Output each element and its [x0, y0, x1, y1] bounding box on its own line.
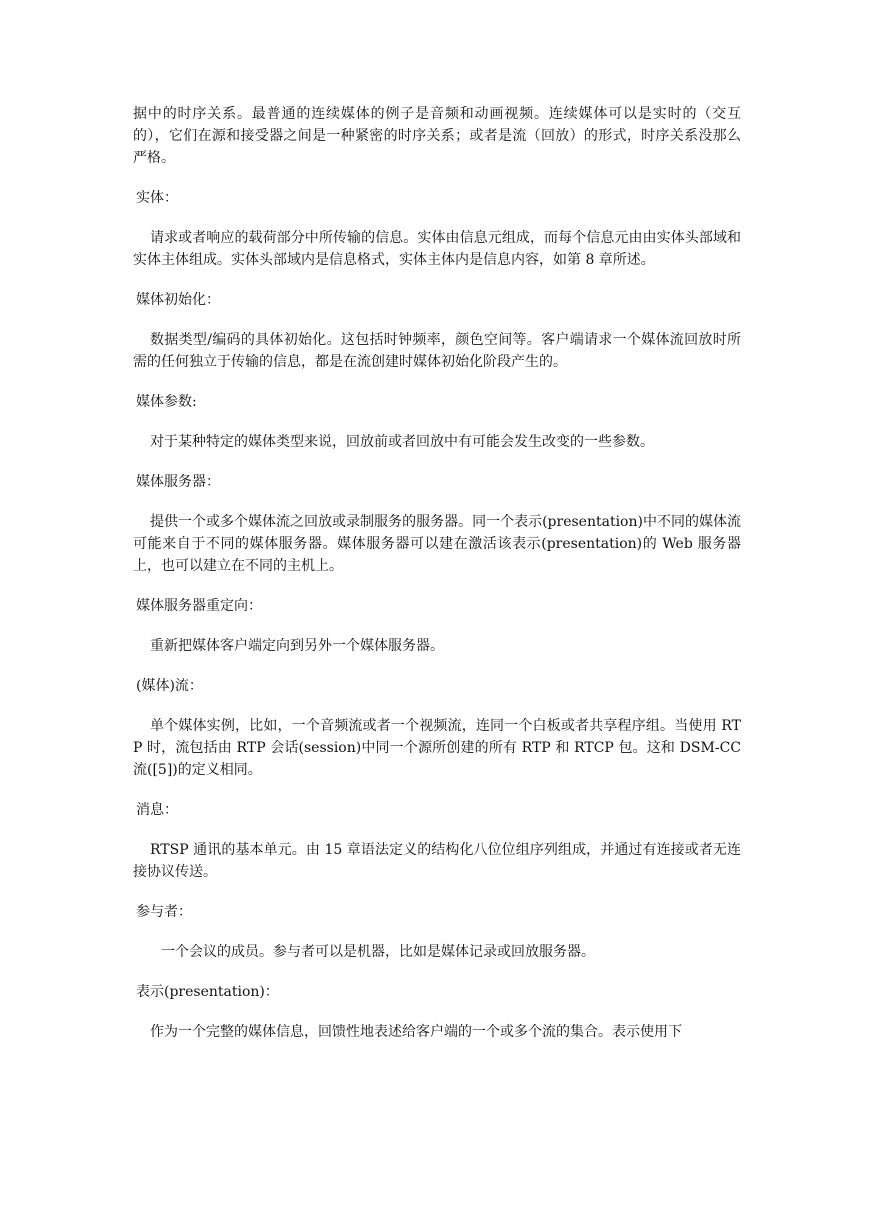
definition-participant: 一个会议的成员。参与者可以是机器，比如是媒体记录或回放服务器。	[161, 944, 595, 960]
definition-media-stream: 单个媒体实例，比如，一个音频流或者一个视频流，连同一个白板或者共享程序组。当使用 RTP 时，流包括由 RTP 会话(session)中同一个源所创建的所有 RTP 和 RTCP 包。这和 DSM-CC 流([5])的定义相同。	[133, 718, 741, 778]
definition-media-initialization: 数据类型/编码的具体初始化。这包括时钟频率，颜色空间等。客户端请求一个媒体流回放时所需的任何独立于传输的信息，都是在流创建时媒体初始化阶段产生的。	[133, 332, 741, 370]
term-entity: 实体：	[136, 190, 178, 206]
definition-presentation: 作为一个完整的媒体信息，回馈性地表述给客户端的一个或多个流的集合。表示使用下	[150, 1024, 682, 1040]
term-participant: 参与者：	[136, 904, 192, 920]
definition-message: RTSP 通讯的基本单元。由 15 章语法定义的结构化八位位组序列组成，并通过有连接或者无连接协议传送。	[133, 842, 741, 880]
definition-entity: 请求或者响应的载荷部分中所传输的信息。实体由信息元组成，而每个信息元由由实体头部域和实体主体组成。实体头部域内是信息格式，实体主体内是信息内容，如第 8 章所述。	[133, 230, 741, 268]
term-media-server: 媒体服务器：	[136, 474, 220, 490]
definition-media-server-redirection: 重新把媒体客户端定向到另外一个媒体服务器。	[150, 638, 444, 654]
definition-media-server: 提供一个或多个媒体流之回放或录制服务的服务器。同一个表示(presentation)中不同的媒体流可能来自于不同的媒体服务器。媒体服务器可以建在激活该表示(presentation)的 Web 服务器上，也可以建立在不同的主机上。	[133, 514, 741, 574]
term-media-stream: (媒体)流：	[136, 678, 203, 694]
term-message: 消息：	[136, 802, 178, 818]
definition-media-parameter: 对于某种特定的媒体类型来说，回放前或者回放中有可能会发生改变的一些参数。	[150, 434, 654, 450]
term-media-server-redirection: 媒体服务器重定向：	[136, 598, 262, 614]
document-page	[133, 103, 741, 1043]
term-presentation: 表示(presentation)：	[136, 984, 279, 1000]
term-media-initialization: 媒体初始化：	[136, 292, 220, 308]
term-media-parameter: 媒体参数:	[136, 394, 197, 410]
intro-paragraph: 据中的时序关系。最普通的连续媒体的例子是音频和动画视频。连续媒体可以是实时的（交互的），它们在源和接受器之间是一种紧密的时序关系；或者是流（回放）的形式，时序关系没那么严格。	[133, 106, 741, 166]
